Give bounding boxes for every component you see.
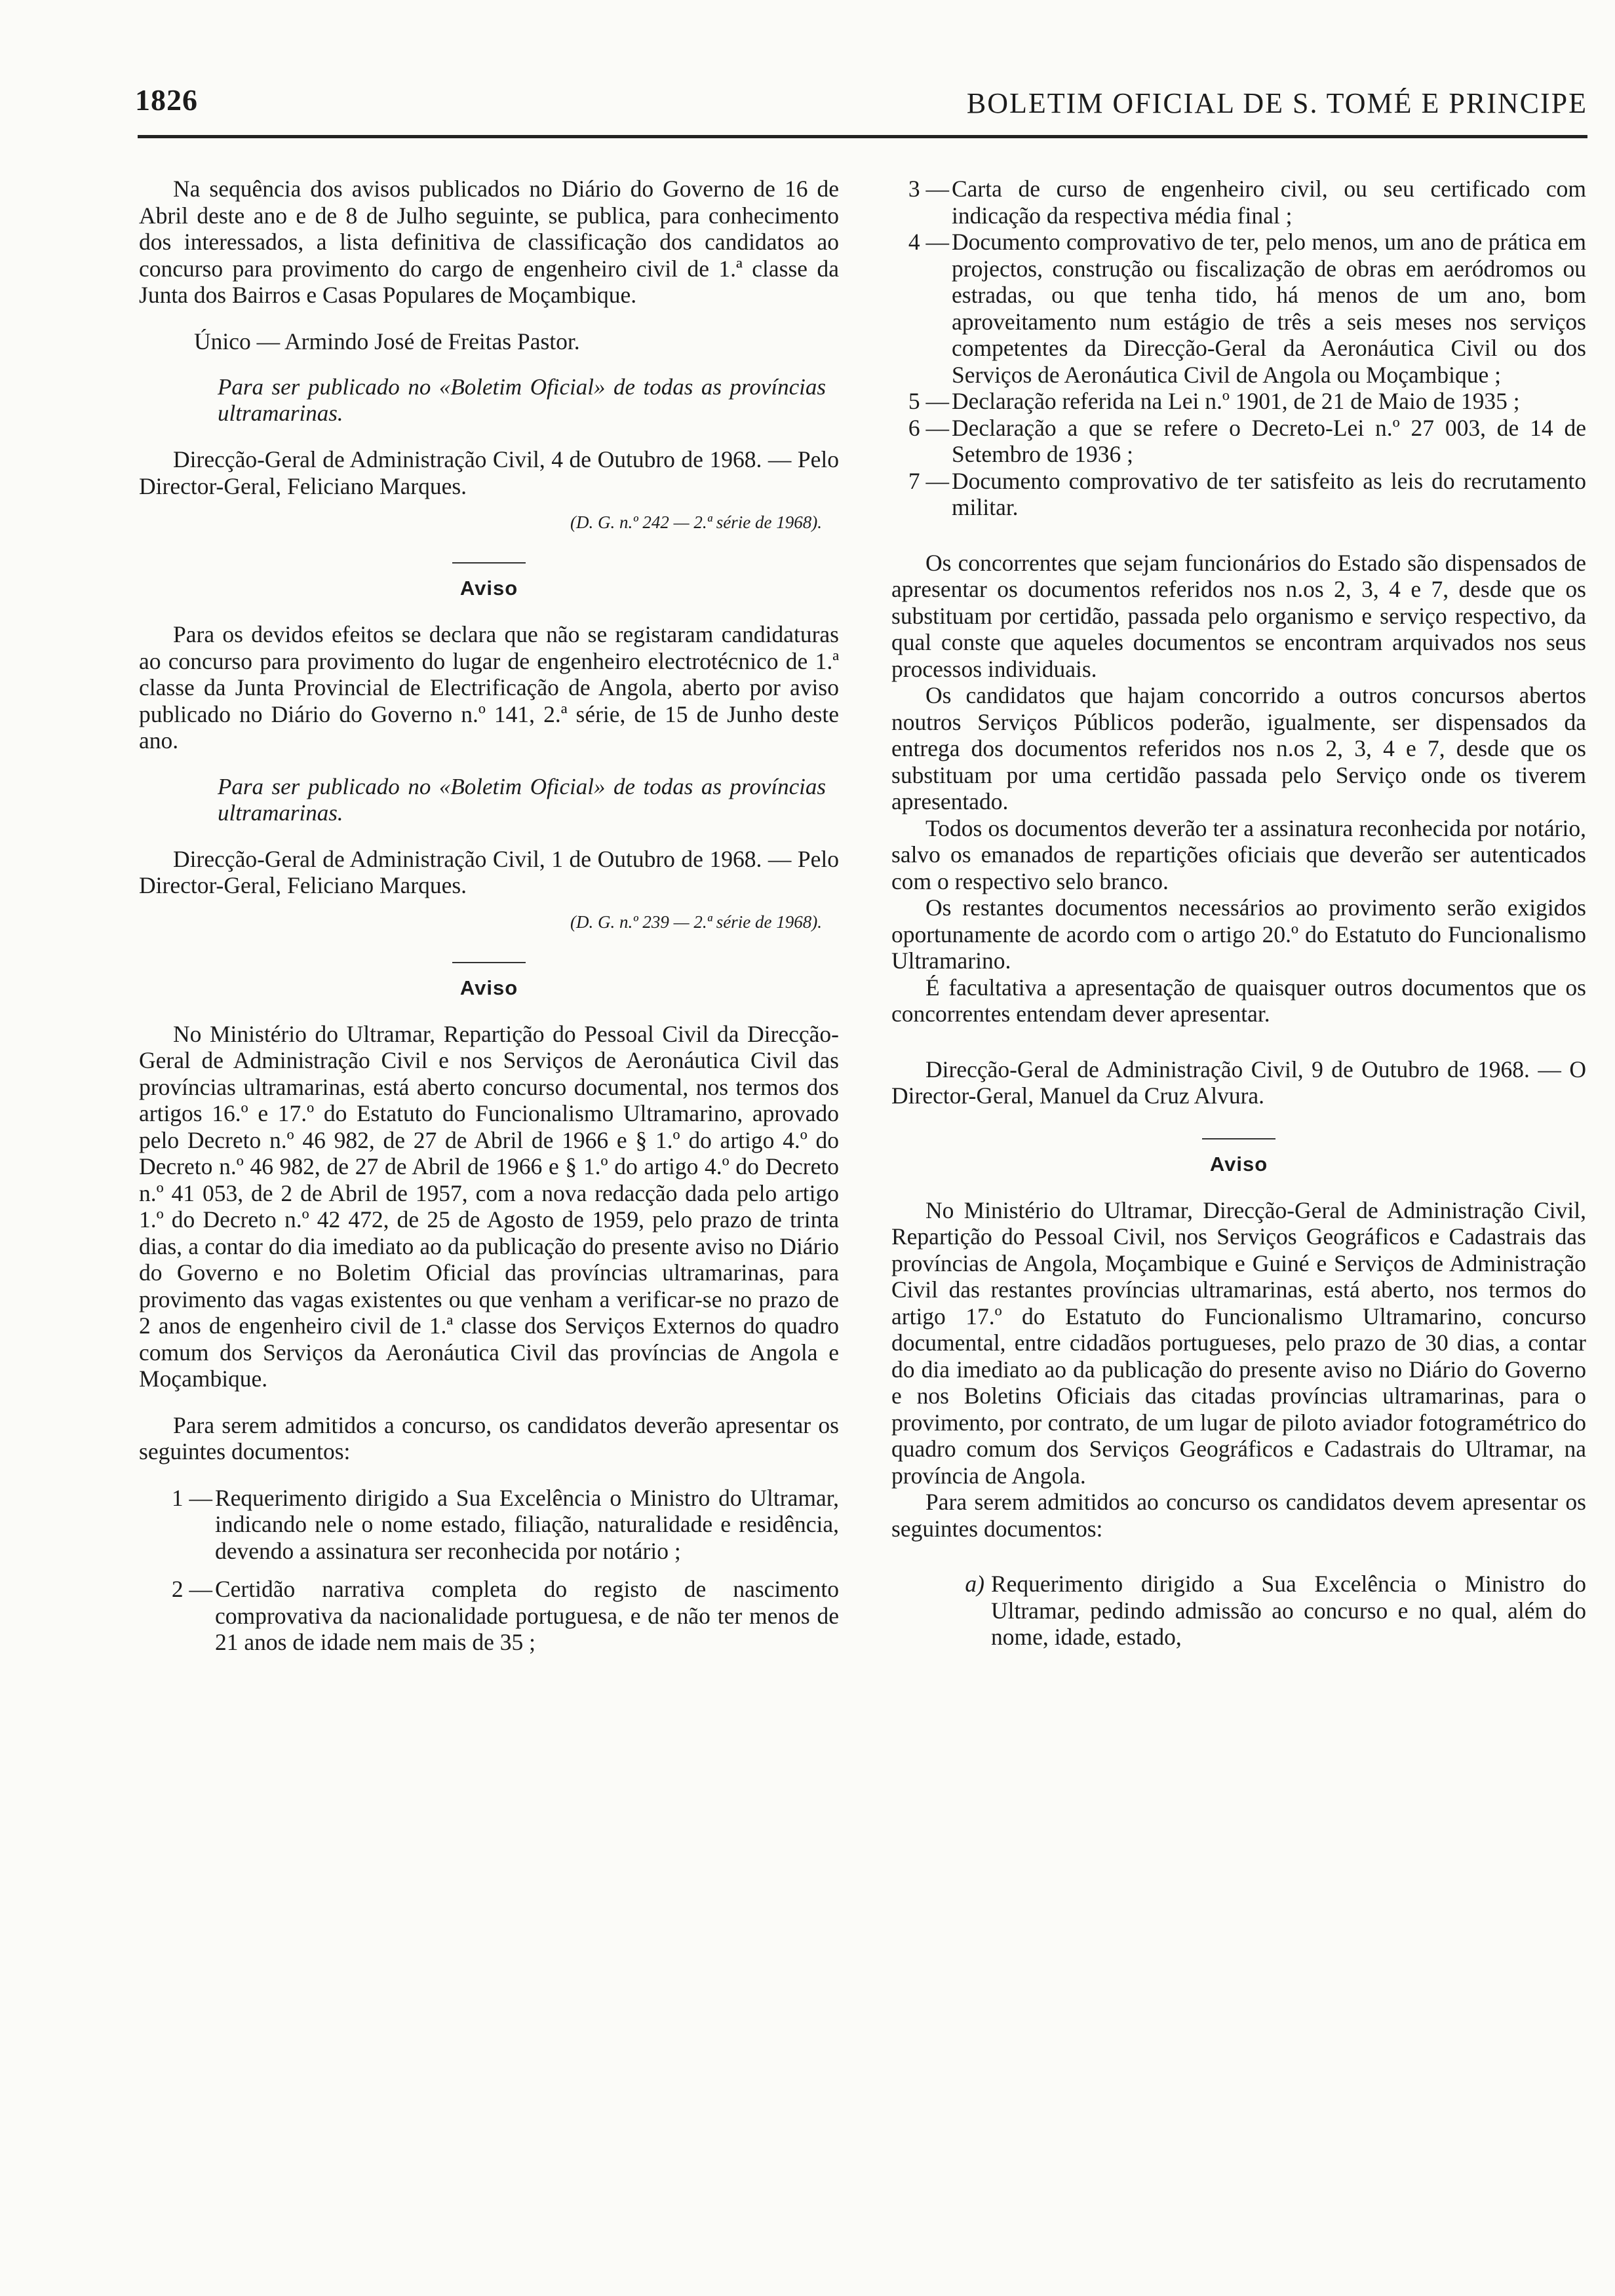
item-text: Documento comprovativo de ter, pelo menos, um ano de prática em projectos, construção ou fiscalização de obras em aeródromos ou estradas, ou que tenha tido, há menos de um ano, bom aproveitamento num estágio de três a seis meses nos serviços competentes da Direcção-Geral da Aeronáutica Civil ou dos Serviços de Aeronáutica Civil de Angola ou Moçambique ; (952, 229, 1586, 388)
item-text: Carta de curso de engenheiro civil, ou seu certificado com indicação da respectiva média final ; (952, 176, 1586, 229)
item-number: 2 — (171, 1576, 212, 1602)
signature-line: Direcção-Geral de Administração Civil, 4 de Outubro de 1968. — Pelo Director-Geral, Feliciano Marques. (139, 446, 839, 499)
aviso-heading: Aviso (459, 976, 518, 999)
page-header (135, 77, 1587, 130)
publication-note: Para ser publicado no «Boletim Oficial» de todas as províncias ultramarinas. (218, 374, 826, 426)
signature-requirement: Todos os documentos deverão ter a assinatura reconhecida por notário, salvo os emanados de repartições oficiais que deverão ser autenticados com o respectivo selo branco. (891, 814, 1586, 894)
item-text: Documento comprovativo de ter satisfeito as leis do recrutamento militar. (952, 467, 1586, 520)
aviso-text: No Ministério do Ultramar, Direcção-Geral de Administração Civil, Repartição do Pessoal Civil, nos Serviços Geográficos e Cadastrais das províncias de Angola, Moçambique e Guiné e Serviços de Administração Civil das restantes províncias ultramarinas, está aberto, nos termos do artigo 17.º do Estatuto do Funcionalismo Ultramarino, concurso documental, entre cidadãos portugueses, pelo prazo de 30 dias, a contar do dia imediato ao da publicação do presente aviso no Diário do Governo e nos Boletins Oficiais das citadas províncias ultramarinas, para o provimento, por contrato, de um lugar de piloto aviador fotogramétrico do quadro comum dos Serviços Geográficos e Cadastrais do Ultramar, na província de Angola. (891, 1196, 1586, 1489)
signature-line: Direcção-Geral de Administração Civil, 1 de Outubro de 1968. — Pelo Director-Geral, Feliciano Marques. (139, 845, 839, 898)
item-number: 1 — (171, 1484, 212, 1511)
remaining-documents: Os restantes documentos necessários ao provimento serão exigidos oportunamente de acordo com o artigo 20.º do Estatuto do Funcionalismo Ultramarino. (891, 894, 1586, 974)
optional-documents: É facultativa a apresentação de quaisquer outros documentos que os concorrentes entendam dever apresentar. (891, 974, 1586, 1027)
documents-intro: Para serem admitidos ao concurso os candidatos devem apresentar os seguintes documentos: (891, 1489, 1586, 1542)
documents-intro: Para serem admitidos a concurso, os candidatos deverão apresentar os seguintes documentos: (139, 1411, 839, 1464)
item-number: 6 — (908, 414, 949, 441)
document-list-item (891, 468, 1586, 521)
classification-notice: Na sequência dos avisos publicados no Diário do Governo de 16 de Abril deste ano e de 8 de Julho seguinte, se publica, para conhecimento dos interessados, a lista definitiva de classificação dos candidatos ao concurso para provimento do cargo de engenheiro civil de 1.ª classe da Junta dos Bairros e Casas Populares de Moçambique. (139, 176, 839, 308)
item-letter: a) (965, 1571, 984, 1597)
exemption-paragraph: Os concorrentes que sejam funcionários do Estado são dispensados de apresentar os documentos referidos nos n.os 2, 3, 4 e 7, desde que os substituam por certidão, passada pelo organismo e serviço respectivo, da qual conste que aqueles documentos se encontram arquivados nos seus processos individuais. (891, 549, 1586, 682)
item-number: 5 — (908, 388, 949, 414)
item-text: Requerimento dirigido a Sua Excelência o Ministro do Ultramar, pedindo admissão ao concurso e no qual, além do nome, idade, estado, (991, 1571, 1586, 1650)
publication-title: BOLETIM OFICIAL DE S. TOMÉ E PRINCIPE (966, 87, 1587, 119)
document-list-item (139, 1485, 839, 1565)
publication-note: Para ser publicado no «Boletim Oficial» de todas as províncias ultramarinas. (218, 773, 826, 826)
document-list-item (891, 229, 1586, 388)
item-text: Requerimento dirigido a Sua Excelência o Ministro do Ultramar, indicando nele o nome estado, filiação, naturalidade e residência, devendo a assinatura ser reconhecida por notário ; (215, 1484, 839, 1564)
item-number: 4 — (908, 229, 949, 255)
document-list-item (891, 388, 1586, 415)
left-column (139, 176, 839, 1656)
document-list-item (891, 176, 1586, 229)
document-list-item (139, 1576, 839, 1656)
header-rule (138, 135, 1587, 138)
exemption-paragraph: Os candidatos que hajam concorrido a outros concursos abertos noutros Serviços Públicos poderão, igualmente, ser dispensados da entrega dos documentos referidos nos n.os 2, 3, 4 e 7, desde que os substituam por uma certidão passada pelo Serviço onde os tiverem apresentado. (891, 682, 1586, 814)
page-number: 1826 (135, 83, 198, 117)
aviso-text: Para os devidos efeitos se declara que não se registaram candidaturas ao concurso para provimento do lugar de engenheiro electrotécnico de 1.ª classe da Junta Provincial de Electrificação de Angola, aberto por aviso publicado no Diário do Governo n.º 141, 2.ª série, de 15 de Junho deste ano. (139, 621, 839, 754)
item-text: Certidão narrativa completa do registo de nascimento comprovativa da nacionalidade portuguesa, e de não ter menos de 21 anos de idade nem mais de 35 ; (215, 1576, 839, 1655)
aviso-text: No Ministério do Ultramar, Repartição do Pessoal Civil da Direcção-Geral de Administração Civil e nos Serviços de Aeronáutica Civil das províncias ultramarinas, está aberto concurso documental, nos termos dos artigos 16.º e 17.º do Estatuto do Funcionalismo Ultramarino, aprovado pelo Decreto n.º 46 982, de 27 de Abril de 1966 e § 1.º do artigo 4.º do Decreto n.º 46 982, de 27 de Abril de 1966 e § 1.º do artigo 4.º do Decreto n.º 41 053, de 2 de Abril de 1957, com a nova redacção dada pelo artigo 1.º do Decreto n.º 42 472, de 25 de Agosto de 1959, pelo prazo de trinta dias, a contar do dia imediato ao da publicação do presente aviso no Diário do Governo e no Boletim Oficial das províncias ultramarinas, para provimento das vagas existentes ou que venham a verificar-se no prazo de 2 anos de engenheiro civil de 1.ª classe dos Serviços Externos do quadro comum dos Serviços da Aeronáutica Civil das províncias de Angola e Moçambique. (139, 1020, 839, 1392)
gazette-reference: (D. G. n.º 242 — 2.ª série de 1968). (570, 512, 822, 532)
item-text: Declaração referida na Lei n.º 1901, de 21 de Maio de 1935 ; (952, 388, 1520, 414)
right-column (891, 176, 1586, 1651)
item-number: 7 — (908, 467, 949, 494)
aviso-heading: Aviso (1209, 1152, 1268, 1176)
document-list-item (891, 1571, 1586, 1651)
item-text: Declaração a que se refere o Decreto-Lei n.º 27 003, de 14 de Setembro de 1936 ; (952, 414, 1586, 467)
item-number: 3 — (908, 176, 949, 202)
document-list-item (891, 415, 1586, 468)
single-candidate: Único — Armindo José de Freitas Pastor. (194, 328, 580, 354)
gazette-reference: (D. G. n.º 239 — 2.ª série de 1968). (570, 911, 822, 932)
signature-line: Direcção-Geral de Administração Civil, 9 de Outubro de 1968. — O Director-Geral, Manuel da Cruz Alvura. (891, 1056, 1586, 1109)
aviso-heading: Aviso (459, 577, 518, 600)
